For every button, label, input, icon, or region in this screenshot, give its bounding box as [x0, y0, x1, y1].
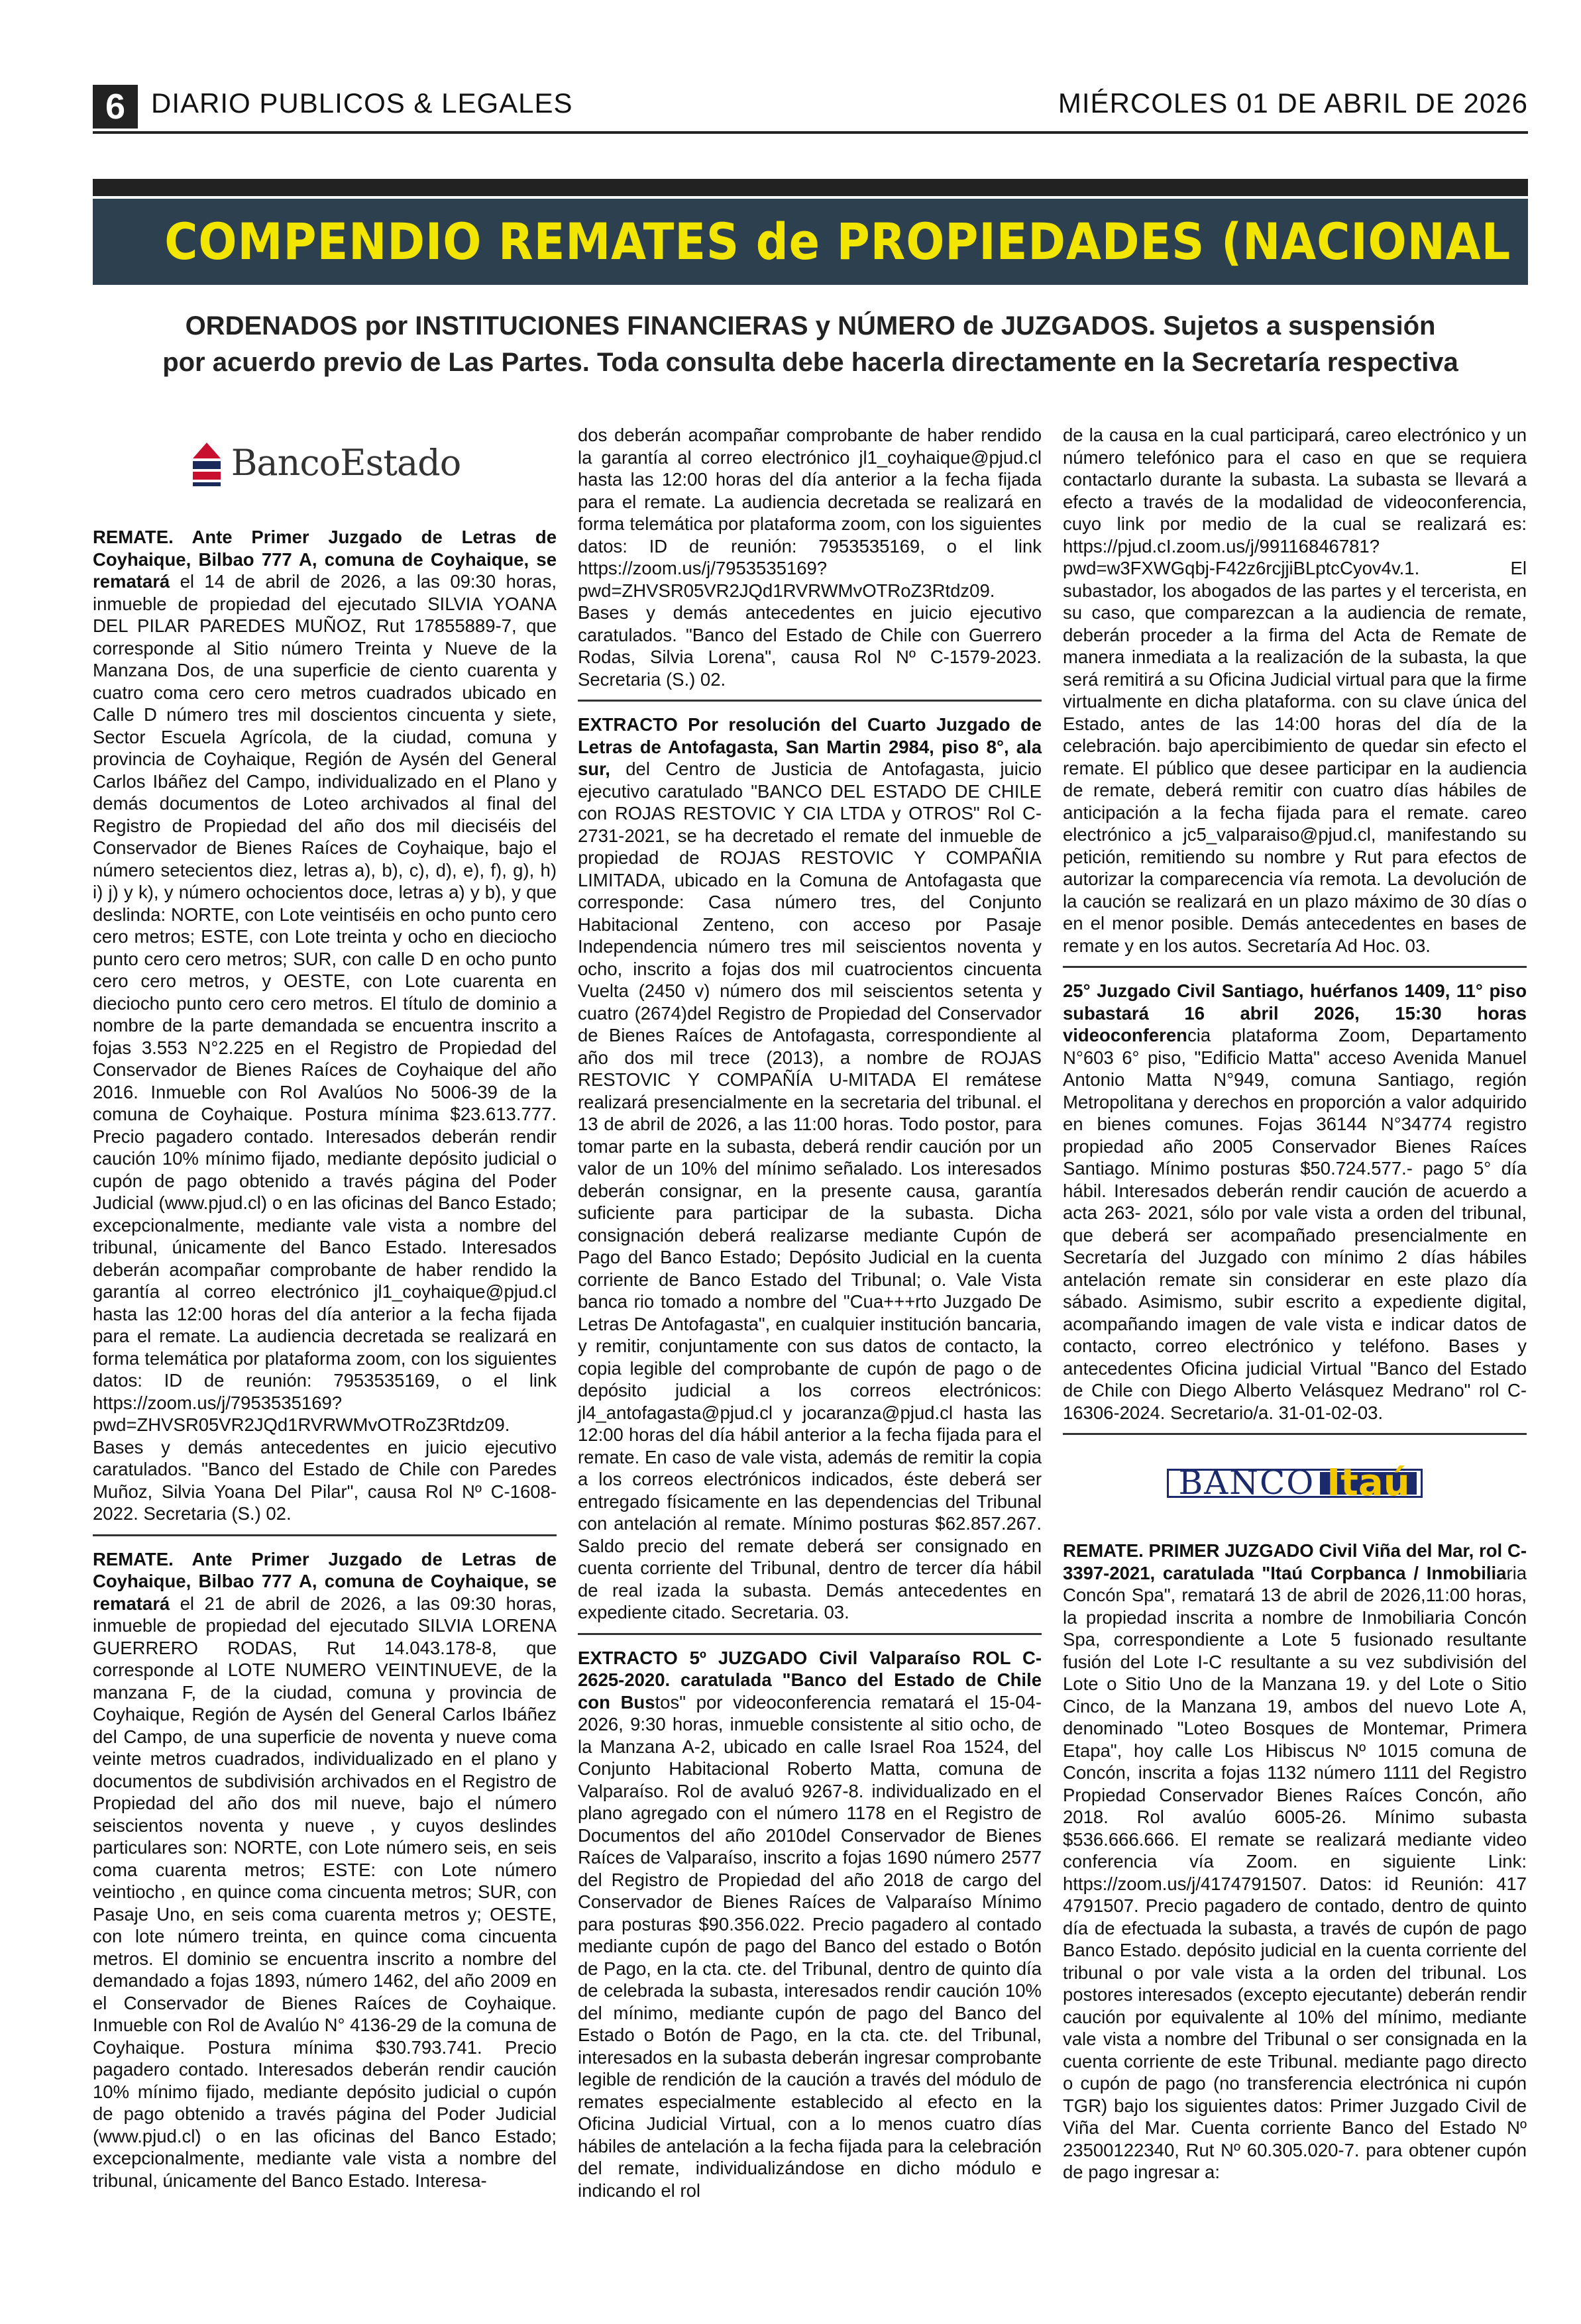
notice-divider — [93, 1534, 557, 1536]
notice-3-body: del Centro de Justicia de Antofagasta, juicio ejecutivo caratulado "BANCO DEL ESTADO DE CHILE con ROJAS RESTOVIC Y CIA LTDA y OTROS" Rol C-2731-2021, se ha decretado el remate del inmueble de propiedad de ROJAS RESTOVIC Y COMPAÑIA LIMITADA, ubicado en la Comuna de Antofagasta que corresponde: Casa número tres, del Conjunto Habitacional Zenteno, con acceso por Pasaje Independencia número tres mil seiscientos noventa y ocho, inscrito a fojas dos mil cuatrocientos cincuenta Vuelta (2450 v) número dos mil seiscientos setenta y cuatro (2674)del Registro de Propiedad del Conservador de Bienes Raíces de Antofagasta, correspondiente al año dos mil trece (2013), a nombre de ROJAS RESTOVIC Y COMPAÑÍA U-MITADA El remátese realizará presencialmente en la secretaria del tribunal. el 13 de abril de 2026, a las 11:00 horas. Todo postor, para tomar parte en la subasta, deberá rendir caución por un valor de un 10% del mínimo señalado. Los interesados deberán consignar, en la presente causa, garantía suficiente para participar de la subasta. Dicha consignación deberá realizarse mediante Cupón de Pago del Banco Estado; Depósito Judicial en la cuenta corriente de Banco Estado del Tribunal; o. Vale Vista banca rio tomado a nombre del "Cua+++rto Juzgado De Letras De Antofagasta", en cualquier institución bancaria, y remitir, conjuntamente con sus datos de contacto, la copia legible del comprobante de cupón de pago o de depósito judicial a los correos electrónicos: jl4_antofagasta@pjud.cl y jocaranza@pjud.cl hasta las 12:00 horas del día hábil anterior a la fecha fijada para el remate. En caso de vale vista, además de remitir la copia a los correos electrónicos indicados, éste deberá ser entregado físicamente en las dependencias del Tribunal con antelación al remate. Mínimo posturas $62.857.267. Saldo precio del remate deberá ser consignado en cuenta corriente del Tribunal, dentro de tercer día hábil de real izada la subasta. Demás antecedentes en expediente citado. Secretaria. 03. — [578, 759, 1042, 1622]
bancoestado-wordmark: BancoEstado — [231, 442, 461, 484]
notice-divider — [578, 700, 1042, 702]
bancoestado-logo — [93, 427, 557, 500]
subtitle-line-1: ORDENADOS por INSTITUCIONES FINANCIERAS y NÚMERO de JUZGADOS. Sujetos a suspensión — [185, 311, 1436, 341]
notice-divider — [1063, 1433, 1527, 1435]
notice-3 — [578, 713, 1042, 1624]
notice-4 — [578, 1647, 1042, 2202]
notice-6-body: ria Concón Spa", rematará 13 de abril de 2026,11:00 horas, la propiedad inscrita a nombre de Inmobiliaria Concón Spa, correspondiente a Lote 5 fusionado resultante fusión del Lote I-C resultante a su vez subdivisión del Lote o Sitio Uno de la Manzana 19. y del Lote o Sitio Cinco, de la Manzana 19, ambos del nuevo Lote A, denominado "Loteo Bosques de Montemar, Primera Etapa", hoy calle Los Hibiscus Nº 1015 comuna de Concón, inscrita a fojas 1132 número 1111 del Registro Propiedad Conservador Bienes Raíces Concón, año 2018. Rol avalúo 6005-26. Mínimo subasta $536.666.666. El remate se realizará mediante video conferencia vía Zoom. en siguiente Link: https://zoom.us/j/4174791507. Datos: id Reunión: 417 4791507. Precio pagadero de contado, dentro de quinto día de efectuada la subasta, a través de cupón de pago Banco Estado. depósito judicial en la cuenta corriente del tribunal o por vale vista a la orden del tribunal. Los postores interesados (excepto ejecutante) deberán rendir caución por equivalente al 10% del mínimo, mediante vale vista a nombre del Tribunal o ser consignada en la cuenta corriente de este Tribunal. mediante pago directo o cupón de pago (no transferencia electrónica ni cupón TGR) bajo los siguientes datos: Primer Juzgado Civil de Viña del Mar. Cuenta corriente Banco del Estado Nº 23500122340, Rut Nº 60.305.020-7. para obtener cupón de pago ingresar a: — [1063, 1562, 1527, 2182]
itau-word-banco: BANCO — [1178, 1463, 1315, 1503]
issue-date: MIÉRCOLES 01 DE ABRIL DE 2026 — [1058, 87, 1528, 119]
notice-3-lead: EXTRACTO Por resolución del Cuarto Juzgado de Letras de Antofagasta, San Martin 2984, piso 8°, ala sur, — [578, 714, 1042, 779]
notice-2-continued: dos deberán acompañar comprobante de haber rendido la garantía al correo electrónico jl1_coyhaique@pjud.cl hasta las 12:00 horas del día anterior a la fecha fijada para el remate. La audiencia decretada se realizará en forma telemática por plataforma zoom, con los siguientes datos: ID de reunión: 7953535169, o el link https://zoom.us/j/7953535169?pwd=ZHVSR05VR2JQd1RVRWMvOTRoZ3Rtdz09. Bases y demás antecedentes en juicio ejecutivo caratulados. "Banco del Estado de Chile con Guerrero Rodas, Silvia Lorena", causa Rol Nº C-1579-2023. Secretaria (S.) 02. — [578, 425, 1042, 690]
notice-5-body: cia plataforma Zoom, Departamento N°603 6° piso, "Edificio Matta" acceso Avenida Manuel Antonio Matta N°949, comuna Santiago, región Metropolitana y derechos en proporción a valor adquirido en bienes comunes. Fojas 36144 N°34774 registro propiedad año 2005 Conservador Bienes Raíces Santiago. Mínimo posturas $50.724.577.- pago 5° día hábil. Interesados deberán rendir caución de acuerdo a acta 263- 2021, sólo por vale vista a orden del tribunal, que deberá ser acompañado presencialmente en Secretaría del Juzgado con mínimo 2 días hábiles antelación remate sin considerar en este plazo día sábado. Asimismo, subir escrito a expediente digital, acompañando imagen de vale vista e indicar datos de contacto, correo electrónico y teléfono. Bases y antecedentes Oficina judicial Virtual "Banco del Estado de Chile con Diego Alberto Velásquez Medrano" rol C-16306-2024. Secretario/a. 31-01-02-03. — [1063, 1025, 1527, 1423]
notice-2-lead: REMATE. Ante Primer Juzgado de Letras de Coyhaique, Bilbao 777 A, comuna de Coyhaique, se rematará — [93, 1548, 557, 1614]
notice-5 — [1063, 980, 1527, 1424]
notice-5-lead: 25° Juzgado Civil Santiago, huérfanos 1409, 11° piso subastará 16 abril 2026, 15:30 horas videoconferen — [1063, 980, 1527, 1045]
itau-logo — [1063, 1447, 1527, 1520]
notice-4-continued: de la causa en la cual participará, careo electrónico y un número telefónico para el caso en que se requiera contactarlo durante la subasta. La subasta se llevará a efecto a través de la modalidad de videoconferencia, cuyo link por medio de la cual se realizará es: https://pjud.cI.zoom.us/j/99116846781?pwd=w3FXWGqbj-F42z6rcjjiBLptcCyov4v.1. El subastador, los abogados de las partes y el tercerista, en su caso, que comparezcan a la audiencia de remate, deberán proceder a la firma del Acta de Remate de manera inmediata a la realización de la subasta, la que será remitirá a su Oficina Judicial virtual para que la firme virtualmente en dicha plataforma. con su clave única del Estado, antes de las 14:00 horas del día de la celebración. bajo apercibimiento de quedar sin efecto el remate. El público que desee participar en la audiencia de remate, deberá remitir con cuatro días hábiles de anticipación a la fecha fijada para el remate. careo electrónico a jc5_valparaiso@pjud.cl, manifestando su petición, remitiendo su nombre y Rut para efectos de autorizar la comparecencia vía remota. La devolución de la caución se realizará en un plazo máximo de 30 días o en el menor posible. Demás antecedentes en bases de remate y en los autos. Secretaría Ad Hoc. 03. — [1063, 425, 1527, 956]
column-1 — [93, 424, 557, 2192]
notice-divider — [578, 1633, 1042, 1635]
notice-1-lead: REMATE. Ante Primer Juzgado de Letras de Coyhaique, Bilbao 777 A, comuna de Coyhaique, se rematará — [93, 527, 557, 592]
header-divider — [93, 131, 1528, 134]
bancoestado-icon — [189, 439, 225, 488]
subtitle-line-2: por acuerdo previo de Las Partes. Toda consulta debe hacerla directamente en la Secretaría respectiva — [162, 348, 1458, 377]
banner-title: COMPENDIO REMATES de PROPIEDADES (NACIONAL — [164, 212, 1511, 271]
notice-4-lead: EXTRACTO 5º JUZGADO Civil Valparaíso ROL C-2625-2020. caratulada "Banco del Estado de Chile con Bus — [578, 1647, 1042, 1713]
section-title: DIARIO PUBLICOS & LEGALES — [151, 87, 573, 119]
notice-6-lead: REMATE. PRIMER JUZGADO Civil Viña del Mar, rol C-3397-2021, caratulada "Itaú Corpbanca / Inmobilia — [1063, 1540, 1527, 1583]
column-3 — [1063, 424, 1527, 2184]
notice-4-body: tos" por videoconferencia rematará el 15-04-2026, 9:30 horas, inmueble consistente al sitio ocho, de la Manzana A-2, ubicado en calle Israel Roa 1524, del Conjunto Habitacional Roberto Matta, comuna de Valparaíso. Rol de avaluó 9267-8. individualizado en el plano agregado con el número 1178 en el Registro de Documentos del año 2010del Conservador de Bienes Raíces de Valparaíso, inscrito a fojas 1690 número 2577 del Registro de Propiedad del año 2018 de cargo del Conservador de Bienes Raíces de Valparaíso Mínimo para posturas $90.356.022. Precio pagadero al contado mediante cupón de pago del Banco del estado o Botón de Pago, en la cta. cte. del Tribunal, dentro de quinto día de celebrada la subasta, interesados rendir caución 10% del mínimo, mediante cupón de pago del Banco del Estado o Botón de Pago, en la cta. cte. del Tribunal, interesados en la subasta deberán ingresar comprobante legible de rendición de la caución a través del módulo de remates especialmente establecido al efecto en la Oficina Judicial Virtual, con a lo menos cuatro días hábiles de antelación a la fecha fijada para la celebración del remate, individualizándose en dicho módulo e indicando el rol — [578, 1691, 1042, 2201]
page-number: 6 — [93, 85, 138, 129]
itau-word-itau: Itaú — [1320, 1472, 1416, 1495]
notice-2 — [93, 1548, 557, 2192]
notice-6 — [1063, 1540, 1527, 2184]
notice-2-body: el 21 de abril de 2026, a las 09:30 horas, inmueble de propiedad del ejecutado SILVIA LORENA GUERRERO RODAS, Rut 14.043.178-8, que corresponde al LOTE NUMERO VEINTINUEVE, de la manzana F, de la ciudad, comuna y provincia de Coyhaique, Región de Aysén del General Carlos Ibáñez del Campo, de una superficie de noventa y nueve coma veinte metros cuadrados, individualizado en el plano y documentos de subdivisión archivados en el Registro de Propiedad del año dos mil nueve, bajo el número seiscientos noventa y nueve , y cuyos deslindes particulares son: NORTE, con Lote número seis, en seis coma cuarenta metros; ESTE: con Lote número veintiocho , en quince coma cincuenta metros; SUR, con Pasaje Uno, en seis coma cuarenta metros y; OESTE, con lote número treinta, en quince coma cincuenta metros. El dominio se encuentra inscrito a nombre del demandado a fojas 1893, número 1462, del año 2009 en el Conservador de Bienes Raíces de Coyhaique. Inmueble con Rol de Avalúo N° 4136-29 de la comuna de Coyhaique. Postura mínima $30.793.741. Precio pagadero contado. Interesados deberán rendir caución 10% mínimo fijado, mediante depósito judicial o cupón de pago obtenido a través página del Poder Judicial (www.pjud.cl) o en las oficinas del Banco Estado; excepcionalmente, mediante vale vista a nombre del tribunal, únicamente del Banco Estado. Interesa- — [93, 1593, 557, 2191]
notice-1 — [93, 526, 557, 1525]
notice-divider — [1063, 966, 1527, 968]
column-2 — [578, 424, 1042, 2201]
banner-top-stripe — [93, 179, 1528, 196]
notice-1-body: el 14 de abril de 2026, a las 09:30 horas, inmueble de propiedad del ejecutado SILVIA YOANA DEL PILAR PAREDES MUÑOZ, Rut 17855889-7, que corresponde al Sitio número Treinta y Nueve de la Manzana Dos, de una superficie de ciento cuarenta y cuatro coma cero cero metros cuadrados ubicado en Calle D número tres mil doscientos cincuenta y siete, Sector Escuela Agrícola, de la ciudad, comuna y provincia de Coyhaique, Región de Aysén del General Carlos Ibáñez del Campo, individualizado en el Plano y demás documentos de Loteo archivados al final del Registro de Propiedad del año dos mil dieciséis del Conservador de Bienes Raíces de Coyhaique, bajo el número setecientos diez, letras a), b), c), d), e), f), g), h) i) j) y k), y número ochocientos doce, letras a) y b), y que deslinda: NORTE, con Lote veintiséis en ocho punto cero cero metros; ESTE, con Lote treinta y ocho en dieciocho punto cero cero metros; SUR, con calle D en ocho punto cero cero metros, y OESTE, con Lote cuarenta en dieciocho punto cero cero metros. El título de dominio a nombre de la parte demandada se encuentra inscrito a fojas 3.553 N°2.225 en el Registro de Propiedad del Conservador de Bienes Raíces de Coyhaique del año 2016. Inmueble con Rol Avalúos No 5006-39 de la comuna de Coyhaique. Postura mínima $23.613.777. Precio pagadero contado. Interesados deberán rendir caución 10% mínimo fijado, mediante depósito judicial o cupón de pago obtenido a través página del Poder Judicial (www.pjud.cl) o en las oficinas del Banco Estado; excepcionalmente, mediante vale vista a nombre del tribunal, únicamente del Banco Estado. Interesados deberán acompañar comprobante de haber rendido la garantía al correo electrónico jl1_coyhaique@pjud.cl hasta las 12:00 horas del día anterior a la fecha fijada para el remate. La audiencia decretada se realizará en forma telemática por plataforma zoom, con los siguientes datos: ID de reunión: 7953535169, o el link https://zoom.us/j/7953535169?pwd=ZHVSR05VR2JQd1RVRWMvOTRoZ3Rtdz09. Bases y demás antecedentes en juicio ejecutivo caratulados. "Banco del Estado de Chile con Paredes Muñoz, Silvia Yoana Del Pilar", causa Rol Nº C-1608-2022. Secretaria (S.) 02. — [93, 571, 557, 1524]
